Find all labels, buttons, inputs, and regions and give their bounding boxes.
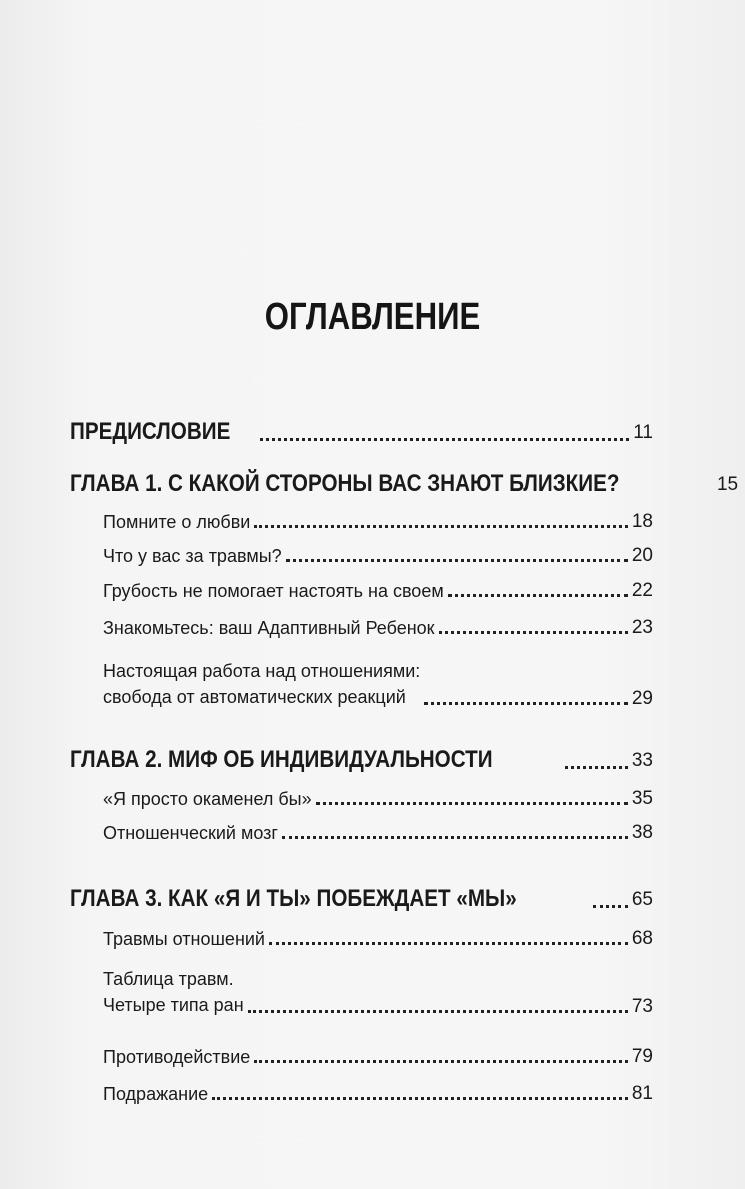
toc-entry-label: Противодействие (103, 1047, 251, 1067)
toc-entry-section[interactable] (103, 822, 653, 844)
toc-entry-section[interactable] (103, 545, 653, 567)
toc-entry-page: 35 (631, 788, 653, 809)
toc-entry-chapter-2[interactable] (70, 746, 653, 774)
toc-entry-section[interactable] (103, 1046, 653, 1068)
toc-entry-page: 65 (631, 889, 653, 910)
toc-entry-label: Знакомьтесь: ваш Адаптивный Ребенок (103, 618, 435, 638)
toc-entry-label: ПРЕДИСЛОВИЕ (70, 418, 231, 445)
toc-entry-label: Травмы отношений (103, 929, 265, 949)
toc-entry-section[interactable] (103, 580, 653, 602)
dot-leader (282, 836, 628, 839)
toc-entry-label: Подражание (103, 1084, 209, 1104)
toc-entry-page: 81 (631, 1083, 653, 1104)
dot-leader (424, 702, 628, 705)
toc-entry-label: Помните о любви (103, 512, 251, 532)
toc-entry-label: Отношенческий мозг (103, 823, 278, 843)
toc-entry-page: 11 (633, 422, 653, 443)
dot-leader (212, 1097, 628, 1100)
toc-entry-label-line: свобода от автоматических реакций (103, 687, 406, 707)
toc-entry-label: ГЛАВА 1. С КАКОЙ СТОРОНЫ ВАС ЗНАЮТ БЛИЗКИЕ? (70, 470, 620, 497)
toc-entry-page: 29 (631, 688, 653, 709)
toc-entry-section[interactable] (103, 658, 653, 710)
dot-leader (254, 1060, 628, 1063)
toc-entry-label: Что у вас за травмы? (103, 546, 282, 566)
toc-entry-chapter-3[interactable] (70, 885, 653, 913)
dot-leader (260, 438, 629, 441)
toc-entry-label: Грубость не помогает настоять на своем (103, 581, 444, 601)
toc-entry-page: 68 (631, 928, 653, 949)
dot-leader (269, 942, 628, 945)
toc-entry-page: 20 (631, 545, 653, 566)
toc-entry-label: «Я просто окаменел бы» (103, 789, 312, 809)
dot-leader (439, 631, 628, 634)
toc-entry-label-line: Настоящая работа над отношениями: (103, 661, 421, 681)
toc-entry-page: 15 (716, 474, 739, 495)
dot-leader (254, 525, 628, 528)
toc-entry-page: 38 (631, 822, 653, 843)
toc-entry-label-line: Таблица травм. (103, 969, 234, 989)
toc-entry-label (103, 658, 420, 710)
toc-entry-label: ГЛАВА 3. КАК «Я И ТЫ» ПОБЕЖДАЕТ «МЫ» (70, 885, 517, 912)
toc-entry-section[interactable] (103, 788, 653, 810)
toc-entry-section[interactable] (103, 1083, 653, 1105)
toc-entry-section[interactable] (103, 511, 653, 533)
toc-entry-page: 22 (631, 580, 653, 601)
toc-entry-page: 79 (631, 1046, 653, 1067)
dot-leader (286, 559, 628, 562)
dot-leader (565, 766, 627, 769)
dot-leader (593, 905, 627, 908)
toc-entry-page: 73 (631, 996, 653, 1017)
toc-entry-page: 33 (631, 750, 653, 771)
toc-entry-label (103, 966, 244, 1018)
dot-leader (248, 1010, 628, 1013)
dot-leader (448, 594, 628, 597)
page-title: ОГЛАВЛЕНИЕ (264, 296, 481, 338)
toc-entry-preface[interactable] (70, 418, 653, 446)
toc-entry-chapter-1[interactable] (70, 470, 739, 498)
dot-leader (316, 802, 628, 805)
toc-entry-section[interactable] (103, 617, 653, 639)
toc-entry-section[interactable] (103, 928, 653, 950)
toc-entry-page: 23 (631, 617, 653, 638)
toc-entry-label: ГЛАВА 2. МИФ ОБ ИНДИВИДУАЛЬНОСТИ (70, 746, 493, 773)
toc-entry-page: 18 (631, 511, 653, 532)
toc-entry-section[interactable] (103, 966, 653, 1018)
toc-entry-label-line: Четыре типа ран (103, 995, 244, 1015)
